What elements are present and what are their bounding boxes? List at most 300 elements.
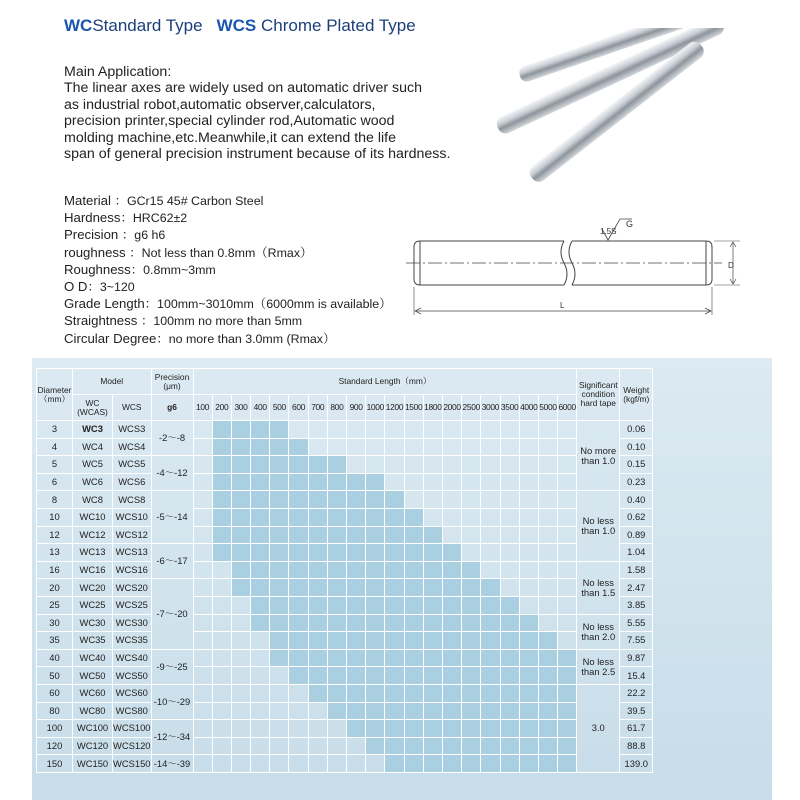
length-unavailable-cell bbox=[193, 596, 212, 614]
length-available-cell bbox=[308, 614, 327, 632]
length-unavailable-cell bbox=[193, 632, 212, 650]
length-unavailable-cell bbox=[538, 473, 557, 491]
length-unavailable-cell bbox=[193, 473, 212, 491]
length-available-cell bbox=[327, 456, 346, 474]
length-unavailable-cell bbox=[231, 632, 250, 650]
length-available-cell bbox=[538, 667, 557, 685]
wc-model-cell: WC4 bbox=[73, 438, 113, 456]
length-unavailable-cell bbox=[193, 755, 212, 773]
table-row bbox=[37, 456, 653, 474]
header-precision: Precision (μm) bbox=[151, 369, 193, 395]
length-available-cell bbox=[423, 720, 442, 738]
tape-cell: No less than 1.5 bbox=[577, 561, 620, 614]
length-header: 3000 bbox=[481, 395, 500, 421]
wcs-code: WCS bbox=[216, 16, 257, 35]
weight-cell: 3.85 bbox=[620, 596, 653, 614]
length-unavailable-cell bbox=[193, 579, 212, 597]
length-available-cell bbox=[385, 596, 404, 614]
length-available-cell bbox=[347, 614, 366, 632]
length-available-cell bbox=[366, 491, 385, 509]
length-unavailable-cell bbox=[462, 508, 481, 526]
spec-row-od: O D：3~120 bbox=[64, 278, 135, 294]
length-available-cell bbox=[423, 579, 442, 597]
header-wcs: WCS bbox=[113, 395, 152, 421]
length-unavailable-cell bbox=[442, 438, 461, 456]
length-unavailable-cell bbox=[308, 755, 327, 773]
length-unavailable-cell bbox=[366, 755, 385, 773]
length-unavailable-cell bbox=[212, 702, 231, 720]
length-unavailable-cell bbox=[519, 456, 538, 474]
length-unavailable-cell bbox=[231, 720, 250, 738]
length-unavailable-cell bbox=[193, 649, 212, 667]
length-unavailable-cell bbox=[212, 632, 231, 650]
wc-model-cell: WC8 bbox=[73, 491, 113, 509]
length-available-cell bbox=[308, 456, 327, 474]
length-header: 1500 bbox=[404, 395, 423, 421]
length-unavailable-cell bbox=[519, 526, 538, 544]
length-available-cell bbox=[423, 755, 442, 773]
header-model: Model bbox=[73, 369, 152, 395]
length-unavailable-cell bbox=[500, 508, 519, 526]
length-unavailable-cell bbox=[193, 614, 212, 632]
length-available-cell bbox=[481, 755, 500, 773]
diameter-cell: 12 bbox=[37, 526, 73, 544]
precision-cell: -10～-29 bbox=[151, 684, 193, 719]
length-available-cell bbox=[519, 649, 538, 667]
length-unavailable-cell bbox=[423, 456, 442, 474]
table-row bbox=[37, 579, 653, 597]
length-available-cell bbox=[347, 720, 366, 738]
weight-cell: 139.0 bbox=[620, 755, 653, 773]
wc-model-cell: WC120 bbox=[73, 737, 113, 755]
length-unavailable-cell bbox=[538, 508, 557, 526]
length-available-cell bbox=[385, 526, 404, 544]
length-unavailable-cell bbox=[327, 438, 346, 456]
length-unavailable-cell bbox=[558, 632, 577, 650]
length-available-cell bbox=[347, 491, 366, 509]
length-available-cell bbox=[558, 649, 577, 667]
table-row bbox=[37, 720, 653, 738]
length-unavailable-cell bbox=[462, 473, 481, 491]
length-unavailable-cell bbox=[212, 667, 231, 685]
length-unavailable-cell bbox=[231, 755, 250, 773]
length-available-cell bbox=[270, 579, 289, 597]
length-unavailable-cell bbox=[404, 456, 423, 474]
length-unavailable-cell bbox=[423, 473, 442, 491]
length-unavailable-cell bbox=[270, 755, 289, 773]
length-available-cell bbox=[442, 720, 461, 738]
length-unavailable-cell bbox=[500, 438, 519, 456]
length-available-cell bbox=[385, 561, 404, 579]
precision-cell: -4～-12 bbox=[151, 456, 193, 491]
diameter-cell: 20 bbox=[37, 579, 73, 597]
length-unavailable-cell bbox=[481, 526, 500, 544]
length-unavailable-cell bbox=[327, 421, 346, 439]
weight-cell: 88.8 bbox=[620, 737, 653, 755]
length-header: 1200 bbox=[385, 395, 404, 421]
length-available-cell bbox=[519, 720, 538, 738]
length-available-cell bbox=[308, 579, 327, 597]
length-unavailable-cell bbox=[193, 720, 212, 738]
weight-cell: 0.06 bbox=[620, 421, 653, 439]
length-unavailable-cell bbox=[289, 720, 308, 738]
weight-cell: 61.7 bbox=[620, 720, 653, 738]
length-available-cell bbox=[423, 596, 442, 614]
length-header: 400 bbox=[251, 395, 270, 421]
length-unavailable-cell bbox=[538, 579, 557, 597]
length-unavailable-cell bbox=[308, 421, 327, 439]
length-header: 2000 bbox=[442, 395, 461, 421]
diameter-cell: 150 bbox=[37, 755, 73, 773]
header-standard-length: Standard Length（mm） bbox=[193, 369, 577, 395]
diameter-cell: 30 bbox=[37, 614, 73, 632]
weight-cell: 1.04 bbox=[620, 544, 653, 562]
length-available-cell bbox=[519, 614, 538, 632]
length-unavailable-cell bbox=[212, 684, 231, 702]
header-diameter: Diameter（mm） bbox=[37, 369, 73, 421]
length-available-cell bbox=[481, 614, 500, 632]
length-available-cell bbox=[423, 649, 442, 667]
length-available-cell bbox=[327, 702, 346, 720]
length-unavailable-cell bbox=[270, 720, 289, 738]
length-available-cell bbox=[327, 632, 346, 650]
length-unavailable-cell bbox=[538, 421, 557, 439]
length-available-cell bbox=[538, 649, 557, 667]
length-available-cell bbox=[212, 491, 231, 509]
length-available-cell bbox=[519, 684, 538, 702]
length-available-cell bbox=[327, 684, 346, 702]
length-available-cell bbox=[519, 702, 538, 720]
length-unavailable-cell bbox=[481, 544, 500, 562]
diameter-cell: 40 bbox=[37, 649, 73, 667]
spec-row-straightness: Straightness ：100mm no more than 5mm bbox=[64, 313, 303, 329]
length-available-cell bbox=[347, 684, 366, 702]
length-unavailable-cell bbox=[519, 473, 538, 491]
length-available-cell bbox=[308, 508, 327, 526]
length-available-cell bbox=[366, 526, 385, 544]
length-available-cell bbox=[500, 737, 519, 755]
wcs-model-cell: WCS10 bbox=[113, 508, 152, 526]
length-available-cell bbox=[481, 596, 500, 614]
length-available-cell bbox=[519, 667, 538, 685]
length-available-cell bbox=[327, 508, 346, 526]
wc-model-cell: WC30 bbox=[73, 614, 113, 632]
length-header: 700 bbox=[308, 395, 327, 421]
length-available-cell bbox=[251, 421, 270, 439]
weight-cell: 0.15 bbox=[620, 456, 653, 474]
specification-table bbox=[36, 368, 653, 773]
length-available-cell bbox=[385, 737, 404, 755]
length-available-cell bbox=[308, 632, 327, 650]
header-tape: Significant condition hard tape bbox=[577, 369, 620, 421]
wcs-label: Chrome Plated Type bbox=[261, 16, 416, 35]
length-unavailable-cell bbox=[558, 561, 577, 579]
length-unavailable-cell bbox=[193, 737, 212, 755]
length-available-cell bbox=[270, 456, 289, 474]
wcs-model-cell: WCS40 bbox=[113, 649, 152, 667]
wcs-model-cell: WCS16 bbox=[113, 561, 152, 579]
length-unavailable-cell bbox=[481, 473, 500, 491]
weight-cell: 2.47 bbox=[620, 579, 653, 597]
length-unavailable-cell bbox=[231, 684, 250, 702]
length-available-cell bbox=[212, 544, 231, 562]
table-row bbox=[37, 632, 653, 650]
length-available-cell bbox=[270, 596, 289, 614]
length-available-cell bbox=[327, 614, 346, 632]
main-application bbox=[64, 64, 504, 162]
length-available-cell bbox=[212, 526, 231, 544]
spec-list bbox=[64, 192, 392, 347]
length-available-cell bbox=[442, 667, 461, 685]
length-available-cell bbox=[231, 491, 250, 509]
length-available-cell bbox=[231, 526, 250, 544]
diameter-cell: 10 bbox=[37, 508, 73, 526]
length-unavailable-cell bbox=[404, 438, 423, 456]
length-available-cell bbox=[231, 544, 250, 562]
tape-cell: 3.0 bbox=[577, 684, 620, 772]
diameter-cell: 80 bbox=[37, 702, 73, 720]
length-unavailable-cell bbox=[558, 544, 577, 562]
length-available-cell bbox=[270, 544, 289, 562]
length-unavailable-cell bbox=[442, 508, 461, 526]
spec-row-grade-length: Grade Length：100mm~3010mm（6000mm is available） bbox=[64, 296, 392, 312]
length-header: 500 bbox=[270, 395, 289, 421]
length-available-cell bbox=[347, 561, 366, 579]
length-unavailable-cell bbox=[519, 579, 538, 597]
length-available-cell bbox=[481, 667, 500, 685]
length-available-cell bbox=[212, 473, 231, 491]
length-available-cell bbox=[270, 561, 289, 579]
length-available-cell bbox=[481, 684, 500, 702]
diameter-cell: 5 bbox=[37, 456, 73, 474]
wc-model-cell: WC3 bbox=[73, 421, 113, 439]
length-available-cell bbox=[308, 544, 327, 562]
length-available-cell bbox=[270, 508, 289, 526]
tape-cell: No more than 1.0 bbox=[577, 421, 620, 491]
length-available-cell bbox=[404, 508, 423, 526]
length-available-cell bbox=[462, 720, 481, 738]
spec-row-circular-degree: Circular Degree：no more than 3.0mm (Rmax） bbox=[64, 330, 336, 346]
length-unavailable-cell bbox=[289, 737, 308, 755]
length-available-cell bbox=[442, 755, 461, 773]
length-available-cell bbox=[289, 526, 308, 544]
precision-cell: -2～-8 bbox=[151, 421, 193, 456]
length-available-cell bbox=[347, 508, 366, 526]
length-unavailable-cell bbox=[366, 438, 385, 456]
length-available-cell bbox=[404, 649, 423, 667]
table-row bbox=[37, 702, 653, 720]
length-unavailable-cell bbox=[231, 702, 250, 720]
length-available-cell bbox=[538, 632, 557, 650]
length-available-cell bbox=[500, 632, 519, 650]
length-unavailable-cell bbox=[270, 684, 289, 702]
length-header: 100 bbox=[193, 395, 212, 421]
length-unavailable-cell bbox=[212, 614, 231, 632]
spec-row-roughness: roughness ：Not less than 0.8mm（Rmax） bbox=[64, 244, 313, 260]
precision-cell: -6～-17 bbox=[151, 544, 193, 579]
length-available-cell bbox=[423, 614, 442, 632]
length-available-cell bbox=[385, 491, 404, 509]
length-available-cell bbox=[347, 473, 366, 491]
diameter-cell: 120 bbox=[37, 737, 73, 755]
length-unavailable-cell bbox=[231, 737, 250, 755]
length-available-cell bbox=[558, 702, 577, 720]
wc-model-cell: WC50 bbox=[73, 667, 113, 685]
length-unavailable-cell bbox=[404, 421, 423, 439]
length-unavailable-cell bbox=[423, 421, 442, 439]
length-available-cell bbox=[404, 737, 423, 755]
length-available-cell bbox=[308, 649, 327, 667]
length-available-cell bbox=[500, 684, 519, 702]
length-available-cell bbox=[289, 473, 308, 491]
length-unavailable-cell bbox=[538, 491, 557, 509]
spec-row-roughness-range: Roughness：0.8mm~3mm bbox=[64, 261, 216, 277]
length-available-cell bbox=[347, 596, 366, 614]
length-available-cell bbox=[404, 667, 423, 685]
length-header: 300 bbox=[231, 395, 250, 421]
length-unavailable-cell bbox=[193, 561, 212, 579]
table-row bbox=[37, 473, 653, 491]
length-available-cell bbox=[423, 684, 442, 702]
length-unavailable-cell bbox=[327, 737, 346, 755]
length-unavailable-cell bbox=[442, 456, 461, 474]
length-unavailable-cell bbox=[270, 702, 289, 720]
length-available-cell bbox=[270, 614, 289, 632]
length-available-cell bbox=[462, 649, 481, 667]
length-unavailable-cell bbox=[193, 526, 212, 544]
wcs-model-cell: WCS8 bbox=[113, 491, 152, 509]
length-available-cell bbox=[404, 632, 423, 650]
length-available-cell bbox=[308, 491, 327, 509]
diameter-cell: 35 bbox=[37, 632, 73, 650]
length-unavailable-cell bbox=[500, 579, 519, 597]
length-unavailable-cell bbox=[462, 456, 481, 474]
length-available-cell bbox=[462, 755, 481, 773]
length-available-cell bbox=[385, 614, 404, 632]
length-unavailable-cell bbox=[558, 456, 577, 474]
length-unavailable-cell bbox=[270, 667, 289, 685]
length-available-cell bbox=[270, 632, 289, 650]
length-unavailable-cell bbox=[500, 473, 519, 491]
length-available-cell bbox=[212, 456, 231, 474]
length-header: 3500 bbox=[500, 395, 519, 421]
length-available-cell bbox=[442, 702, 461, 720]
length-available-cell bbox=[251, 561, 270, 579]
length-unavailable-cell bbox=[366, 421, 385, 439]
length-unavailable-cell bbox=[308, 737, 327, 755]
length-header: 200 bbox=[212, 395, 231, 421]
precision-cell: -14～-39 bbox=[151, 755, 193, 773]
wcs-model-cell: WCS80 bbox=[113, 702, 152, 720]
table-row bbox=[37, 438, 653, 456]
length-available-cell bbox=[385, 579, 404, 597]
wc-model-cell: WC100 bbox=[73, 720, 113, 738]
length-available-cell bbox=[404, 755, 423, 773]
length-unavailable-cell bbox=[193, 421, 212, 439]
diameter-cell: 3 bbox=[37, 421, 73, 439]
table-row bbox=[37, 614, 653, 632]
length-unavailable-cell bbox=[231, 667, 250, 685]
tape-cell: No less than 2.0 bbox=[577, 614, 620, 649]
length-unavailable-cell bbox=[193, 544, 212, 562]
length-available-cell bbox=[289, 667, 308, 685]
wcs-model-cell: WCS50 bbox=[113, 667, 152, 685]
length-available-cell bbox=[442, 684, 461, 702]
length-available-cell bbox=[519, 755, 538, 773]
length-available-cell bbox=[308, 561, 327, 579]
length-unavailable-cell bbox=[538, 614, 557, 632]
length-available-cell bbox=[347, 667, 366, 685]
length-available-cell bbox=[289, 456, 308, 474]
wcs-model-cell: WCS35 bbox=[113, 632, 152, 650]
length-available-cell bbox=[500, 720, 519, 738]
weight-cell: 39.5 bbox=[620, 702, 653, 720]
length-available-cell bbox=[231, 508, 250, 526]
table-row bbox=[37, 649, 653, 667]
length-available-cell bbox=[500, 614, 519, 632]
length-available-cell bbox=[481, 702, 500, 720]
length-available-cell bbox=[404, 526, 423, 544]
diameter-cell: 13 bbox=[37, 544, 73, 562]
table-row bbox=[37, 491, 653, 509]
diameter-cell: 50 bbox=[37, 667, 73, 685]
wcs-model-cell: WCS6 bbox=[113, 473, 152, 491]
length-available-cell bbox=[462, 737, 481, 755]
length-available-cell bbox=[558, 755, 577, 773]
length-header: 900 bbox=[347, 395, 366, 421]
length-available-cell bbox=[327, 579, 346, 597]
length-available-cell bbox=[308, 684, 327, 702]
length-unavailable-cell bbox=[347, 737, 366, 755]
length-unavailable-cell bbox=[538, 456, 557, 474]
length-available-cell bbox=[308, 667, 327, 685]
length-available-cell bbox=[404, 720, 423, 738]
length-unavailable-cell bbox=[481, 561, 500, 579]
wc-model-cell: WC20 bbox=[73, 579, 113, 597]
length-available-cell bbox=[231, 456, 250, 474]
length-available-cell bbox=[442, 561, 461, 579]
wc-model-cell: WC6 bbox=[73, 473, 113, 491]
length-unavailable-cell bbox=[193, 667, 212, 685]
length-unavailable-cell bbox=[538, 526, 557, 544]
length-available-cell bbox=[500, 755, 519, 773]
length-available-cell bbox=[212, 438, 231, 456]
table-row bbox=[37, 544, 653, 562]
length-available-cell bbox=[366, 596, 385, 614]
length-unavailable-cell bbox=[270, 737, 289, 755]
wc-model-cell: WC150 bbox=[73, 755, 113, 773]
length-unavailable-cell bbox=[500, 491, 519, 509]
length-available-cell bbox=[347, 702, 366, 720]
length-available-cell bbox=[366, 684, 385, 702]
length-available-cell bbox=[270, 438, 289, 456]
length-available-cell bbox=[481, 632, 500, 650]
length-header: 800 bbox=[327, 395, 346, 421]
length-available-cell bbox=[366, 737, 385, 755]
application-line: molding machine,etc.Meanwhile,it can extend the life bbox=[64, 129, 397, 146]
surface-finish-label: 1.5S bbox=[600, 227, 617, 236]
length-available-cell bbox=[500, 649, 519, 667]
linear-shafts-image bbox=[490, 28, 770, 198]
grade-label: G bbox=[626, 219, 634, 229]
length-unavailable-cell bbox=[462, 421, 481, 439]
length-available-cell bbox=[251, 544, 270, 562]
length-available-cell bbox=[423, 702, 442, 720]
length-unavailable-cell bbox=[289, 755, 308, 773]
wc-model-cell: WC25 bbox=[73, 596, 113, 614]
length-available-cell bbox=[519, 737, 538, 755]
length-available-cell bbox=[251, 491, 270, 509]
